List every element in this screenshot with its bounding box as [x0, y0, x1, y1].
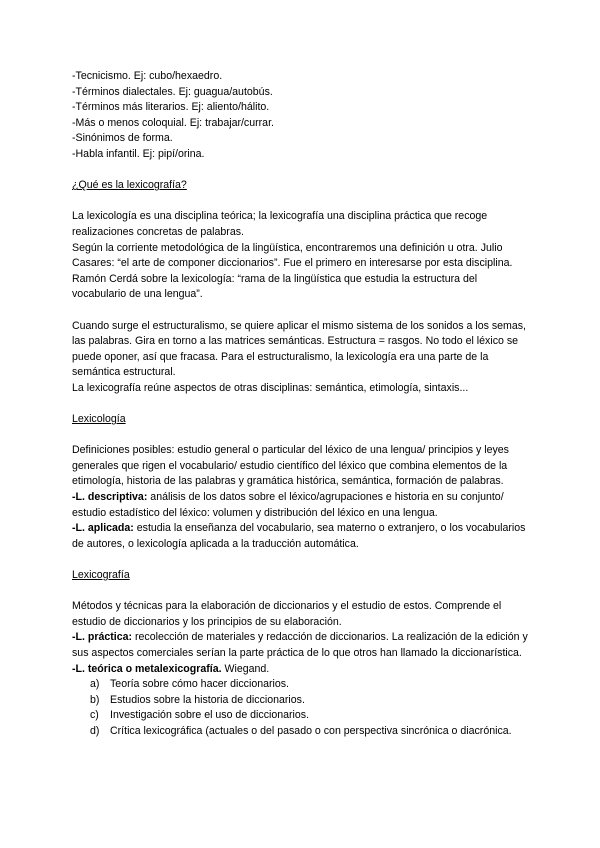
paragraph: La lexicología es una disciplina teórica; la lexicografía una disciplina práctica que recoge realizaciones concretas de palabras.: [72, 210, 488, 238]
list-item: -Sinónimos de forma.: [72, 132, 173, 145]
list-item-text: Investigación sobre el uso de diccionarios.: [110, 709, 310, 722]
paragraph: Métodos y técnicas para la elaboración de diccionarios y el estudio de estos. Comprende el estudio de diccionarios y los principios de su elaboración.: [72, 600, 502, 628]
definition-practica: [72, 630, 534, 661]
list-item-text: Crítica lexicográfica (actuales o del pasado o con perspectiva sincrónica o diacrónica.: [110, 724, 512, 737]
list-item: [72, 708, 534, 724]
list-item: [72, 724, 534, 740]
list-item: -Habla infantil. Ej: pipí/orina.: [72, 147, 205, 160]
paragraph: Según la corriente metodológica de la lingüística, encontraremos una definición u otra. Julio Casares: “el arte de componer diccionarios”. Fue el primero en interesarse por esta disciplina. Ramón Cerdá sobre la lexicología: “rama de la lingüística que estudia la estructura del vocabulario de una lengua”.: [72, 241, 513, 301]
synonym-types-list: [72, 69, 534, 163]
list-item: -Términos dialectales. Ej: guagua/autobús.: [72, 85, 273, 98]
section-heading-lexicologia: Lexicología: [72, 413, 126, 426]
paragraph: Cuando surge el estructuralismo, se quiere aplicar el mismo sistema de los sonidos a los semas, las palabras. Gira en torno a las matrices semánticas. Estructura = rasgos. No todo el léxico se puede oponer, así que fracasa. Para el estructuralismo, la lexicología era una parte de la semántica estructural.: [72, 319, 526, 379]
paragraph: Definiciones posibles: estudio general o particular del léxico de una lengua/ principios y leyes generales que rigen el vocabulario/ estudio científico del léxico que combina elementos de la etimología, historia de las palabras y gramática histórica, semántica, formación de palabras.: [72, 444, 509, 488]
list-item-text: Teoría sobre cómo hacer diccionarios.: [110, 678, 290, 691]
term-label: -L. descriptiva:: [72, 491, 148, 504]
definition-descriptiva: [72, 490, 534, 521]
list-marker: b): [90, 693, 100, 706]
metalexicografia-list: [72, 677, 534, 739]
section-heading-lexicografia: Lexicografía: [72, 569, 130, 581]
list-item: -Tecnicismo. Ej: cubo/hexaedro.: [72, 70, 223, 82]
term-text: análisis de los datos sobre el léxico/agrupaciones e historia en su conjunto/ estudio estadístico del léxico: volumen y distribución del léxico en una lengua.: [72, 491, 504, 519]
definition-aplicada: [72, 521, 534, 552]
list-item: -Más o menos coloquial. Ej: trabajar/currar.: [72, 116, 274, 129]
list-item: [72, 693, 534, 709]
paragraph: La lexicografía reúne aspectos de otras disciplinas: semántica, etimología, sintaxis...: [72, 381, 469, 394]
list-marker: a): [90, 678, 100, 691]
list-item: -Términos más literarios. Ej: aliento/hálito.: [72, 101, 270, 114]
list-marker: c): [90, 709, 99, 722]
list-item-text: Estudios sobre la historia de diccionarios.: [110, 693, 305, 706]
document-body: [72, 69, 534, 740]
term-text: recolección de materiales y redacción de diccionarios. La realización de la edición y sus aspectos comerciales serían la parte práctica de lo que otros han llamado la diccionarística.: [72, 631, 528, 659]
term-text: Wiegand.: [221, 662, 270, 675]
list-item: [72, 677, 534, 693]
list-marker: d): [90, 724, 100, 737]
term-label: -L. práctica:: [72, 631, 133, 644]
term-text: estudia la enseñanza del vocabulario, sea materno o extranjero, o los vocabularios de autores, o lexicología aplicada a la traducción automática.: [72, 522, 526, 550]
term-label: -L. teórica o metalexicografía.: [72, 662, 222, 675]
section-heading-lexicografia-question: ¿Qué es la lexicografía?: [72, 179, 187, 192]
definition-teorica: [72, 662, 534, 678]
term-label: -L. aplicada:: [72, 522, 134, 535]
